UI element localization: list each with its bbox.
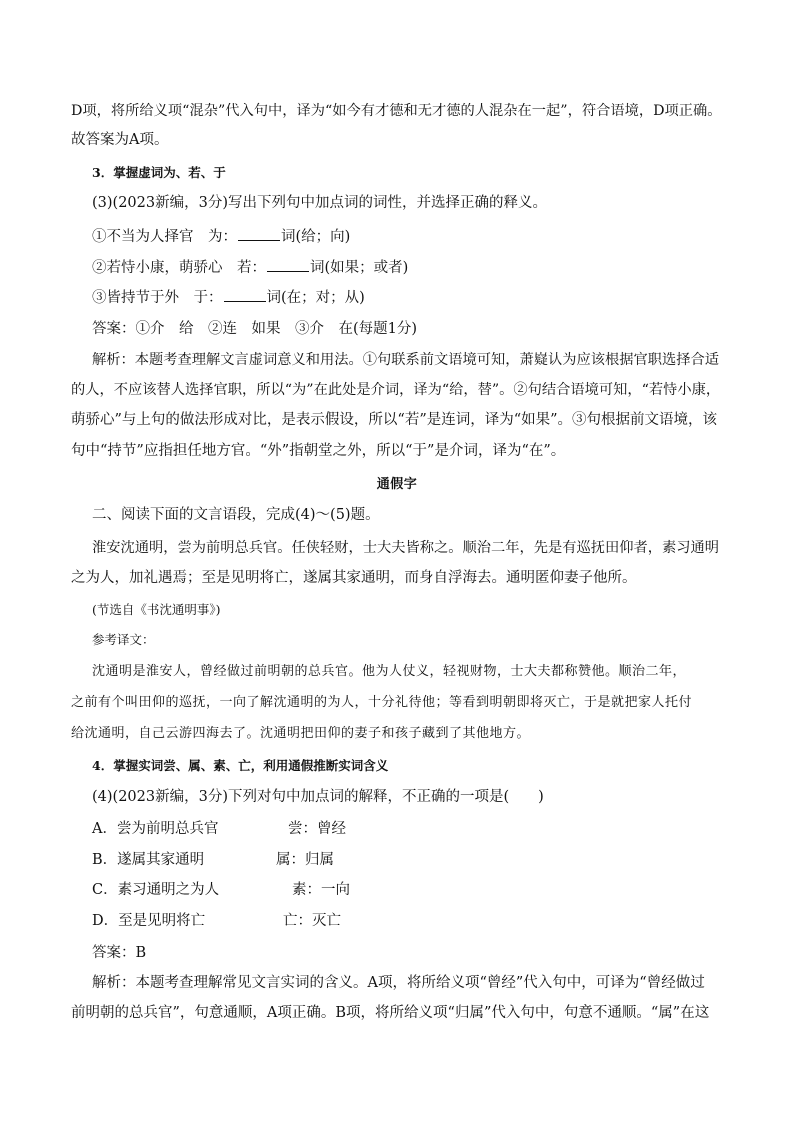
question-3-stem: (3)(2023新编，3分)写出下列句中加点词的词性，并选择正确的释义。: [92, 195, 547, 211]
question-3-item-3: [92, 287, 365, 308]
reference-translation-label: 参考译文：: [92, 632, 155, 647]
option-b-gloss: 属：归属: [276, 852, 334, 868]
item-text: 词(如果；或者): [310, 260, 409, 276]
explanation-line: 前明朝的总兵官”，句意通顺，A项正确。B项，将所给义项“归属”代入句中，句意不通顺。“属”在这: [71, 1005, 710, 1021]
paragraph-line: D项，将所给义项“混杂”代入句中，译为“如今有才德和无才德的人混杂在一起”，符合语境，D项正确。: [71, 103, 722, 119]
option-c-gloss: 素：一向: [292, 882, 350, 898]
translation-line: 沈通明是淮安人，曾经做过前明朝的总兵官。他为人仗义，轻视财物，士大夫都称赞他。顺治二年，: [92, 664, 687, 679]
explanation-line: 句中“持节”应指担任地方官。“外”指朝堂之外，所以“于”是介词，译为“在”。: [71, 443, 566, 459]
item-text: ①不当为人择官 为：: [92, 229, 237, 245]
explanation-line: 解析：本题考查理解常见文言实词的含义。A项，将所给义项“曾经”代入句中，可译为“曾经做过: [92, 975, 705, 991]
translation-line: 之前有个叫田仰的巡抚，一向了解沈通明的为人，十分礼待他；等看到明朝即将灭亡，于是就把家人托付: [71, 695, 693, 710]
answer-blank[interactable]: [238, 226, 280, 241]
item-text: ③皆持节于外 于：: [92, 290, 223, 306]
paragraph-line: 故答案为A项。: [71, 132, 169, 148]
item-text: 词(在；对；从): [266, 290, 365, 306]
option-d[interactable]: D．至是见明将亡: [92, 913, 206, 929]
item-text: ②若恃小康，萌骄心 若：: [92, 260, 266, 276]
section-title: 通假字: [376, 477, 418, 492]
option-a-gloss: 尝：曾经: [288, 821, 346, 837]
option-c[interactable]: C．素习通明之为人: [92, 882, 220, 898]
passage-line: 之为人，加礼遇焉；至是见明将亡，遂属其家通明，而身自浮海去。通明匿仰妻子他所。: [71, 570, 637, 586]
answer-4: 答案：B: [92, 945, 147, 961]
section-heading-3: 3．掌握虚词为、若、于: [92, 165, 226, 180]
explanation-line: 的人，不应该替人选择官职，所以“为”在此处是介词，译为“给，替”。②句结合语境可知，“若恃小康，: [71, 382, 721, 398]
question-3-item-1: [92, 226, 350, 247]
section-heading-4: 4．掌握实词尝、属、素、亡，利用通假推断实词含义: [92, 758, 389, 773]
answer-3: 答案：①介 给 ②连 如果 ③介 在(每题1分): [92, 321, 418, 337]
passage-line: 淮安沈通明，尝为前明总兵官。任侠轻财，士大夫皆称之。顺治二年，先是有巡抚田仰者，素习通明: [92, 540, 720, 556]
answer-blank[interactable]: [224, 287, 266, 302]
option-d-gloss: 亡：灭亡: [283, 913, 341, 929]
option-a[interactable]: A．尝为前明总兵官: [92, 821, 219, 837]
explanation-line: 萌骄心”与上句的做法形成对比，是表示假设，所以“若”是连词，译为“如果”。③句根据前文语境，该: [71, 412, 718, 428]
answer-blank[interactable]: [267, 257, 309, 272]
option-b[interactable]: B．遂属其家通明: [92, 852, 205, 868]
part-heading: 二、阅读下面的文言语段，完成(4)～(5)题。: [92, 507, 380, 523]
passage-source: (节选自《书沈通明事》): [92, 602, 221, 617]
question-3-item-2: [92, 257, 408, 278]
item-text: 词(给；向): [281, 229, 351, 245]
translation-line: 给沈通明，自己云游四海去了。沈通明把田仰的妻子和孩子藏到了其他地方。: [71, 726, 531, 741]
explanation-line: 解析：本题考查理解文言虚词意义和用法。①句联系前文语境可知，萧嶷认为应该根据官职选择合适: [92, 352, 720, 368]
question-4-stem: (4)(2023新编，3分)下列对句中加点词的解释，不正确的一项是( ): [92, 789, 544, 805]
